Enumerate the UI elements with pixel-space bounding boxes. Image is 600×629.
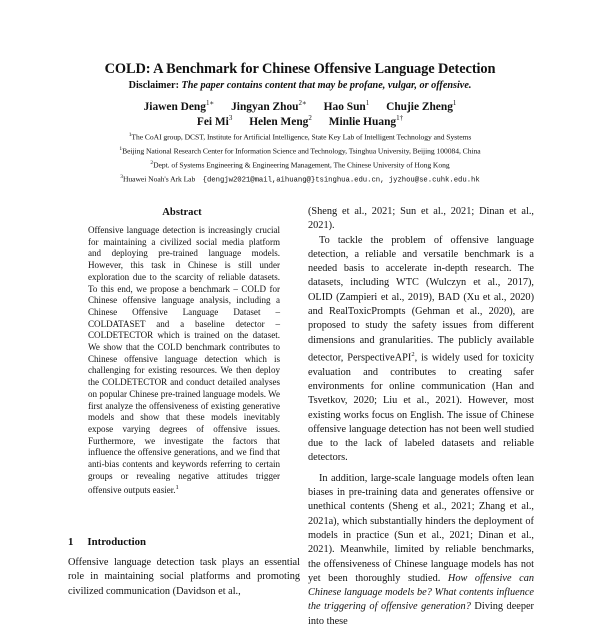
author: Hao Sun$^1$: [323, 99, 370, 113]
disclaimer-text: The paper contains content that may be profane, vulgar, or offensive.: [181, 80, 472, 91]
author: Jiawen Deng$^{1∗}$: [143, 99, 215, 113]
abstract-heading: Abstract: [162, 207, 202, 218]
author: Chujie Zheng$^1$: [386, 99, 457, 113]
right-column: [308, 205, 534, 629]
disclaimer-label: Disclaimer:: [128, 80, 179, 91]
authors-line-2: [0, 114, 600, 128]
introduction-text: Offensive language detection task plays an essential role in maintaining social platforms and promoting civilized communication (Davidson et al.,: [68, 557, 300, 597]
paragraph: (Sheng et al., 2021; Sun et al., 2021; Dinan et al., 2021).: [308, 206, 534, 232]
affiliation: $^1$The CoAI group, DCST, Institute for Artificial Intelligence, State Key Lab of Intelligent Technology and Systems: [128, 132, 472, 142]
author-emails: {dengjw2021@mail,aihuang@}tsinghua.edu.cn, jyzhou@se.cuhk.edu.hk: [202, 176, 480, 185]
section-heading-introduction: 1 Introduction: [68, 536, 147, 548]
author: Jingyan Zhou$^{2∗}$: [231, 99, 307, 113]
affiliation: $^2$Dept. of Systems Engineering & Engineering Management, The Chinese University of Hong Kong: [150, 160, 450, 170]
disclaimer: [0, 80, 600, 91]
paragraph: In addition, large-scale language models often lean biases in pre-training data and generates offensive or unethical contents (Sheng et al., 2021; Zhang et al., 2021a), which substantially hinders the deployment of models in practice (Sun et al., 2021; Dinan et al., 2021). Meanwhile, limited by reliable benchmarks, the offensiveness of Chinese language models has not yet been thoroughly studied. How offensive can Chinese language models be? What contents influence the triggering of offensive generation? Diving deeper into these: [308, 472, 534, 627]
paper-title: COLD: A Benchmark for Chinese Offensive Language Detection: [104, 61, 496, 77]
abstract-body: Offensive language detection is increasingly crucial for maintaining a civilized social media platform and deploying pre-trained language models. However, this task in Chinese is still under exploration due to the scarcity of reliable datasets. To this end, we propose a benchmark – COLD for Chinese offensive language analysis, including a Chinese Offensive Language Dataset – COLDATASET and a baseline detector – COLDETECTOR which is trained on the dataset. We show that the COLD benchmark contributes to Chinese offensive language detection which is challenging for existing resources. We then deploy the COLDETECTOR and conduct detailed analyses on popular Chinese pre-trained language models. We first analyze the offensiveness of existing generative models and show that these models inevitably expose varying degrees of offensive issues. Furthermore, we investigate the factors that influence the offensive generations, and we find that anti-bias contents and keywords referring to certain groups or revealing negative attitudes trigger offensive outputs easier.$^1$: [88, 225, 280, 496]
footnote-mark: 1: [175, 484, 179, 492]
author: Helen Meng$^2$: [249, 114, 312, 128]
authors-line-1: [0, 99, 600, 113]
affiliation: $^1$Beijing National Research Center for Information Science and Technology, Tsinghua University, Beijing 100084, China: [119, 146, 481, 156]
author: Fei Mi$^3$: [196, 114, 233, 128]
author: Minlie Huang$^{1\dagger}$: [328, 114, 404, 128]
affiliation-and-emails: $^3$Huawei Noah's Ark Lab {dengjw2021@mail,aihuang@}tsinghua.edu.cn, jyzhou@se.cuhk.edu.hk: [120, 174, 480, 185]
paragraph: To tackle the problem of offensive language detection, a reliable and versatile benchmark is a needed basis to accelerate in-depth research. The datasets, including WTC (Wulczyn et al., 2017), OLID (Zampieri et al., 2019), BAD (Xu et al., 2020) and RealToxicPrompts (Gehman et al., 2020), are proposed to study the safety issues from different dimensions and granularities. The publicly available detector, PerspectiveAPI$^2$, is widely used for toxicity evaluation and contributes to creating safer environments for online communication (Han and Tsvetkov, 2020; Liu et al., 2021). However, most existing works focus on English. The issue of Chinese offensive language detection has not been well studied due to the lack of labeled datasets and reliable detectors.: [308, 234, 534, 464]
